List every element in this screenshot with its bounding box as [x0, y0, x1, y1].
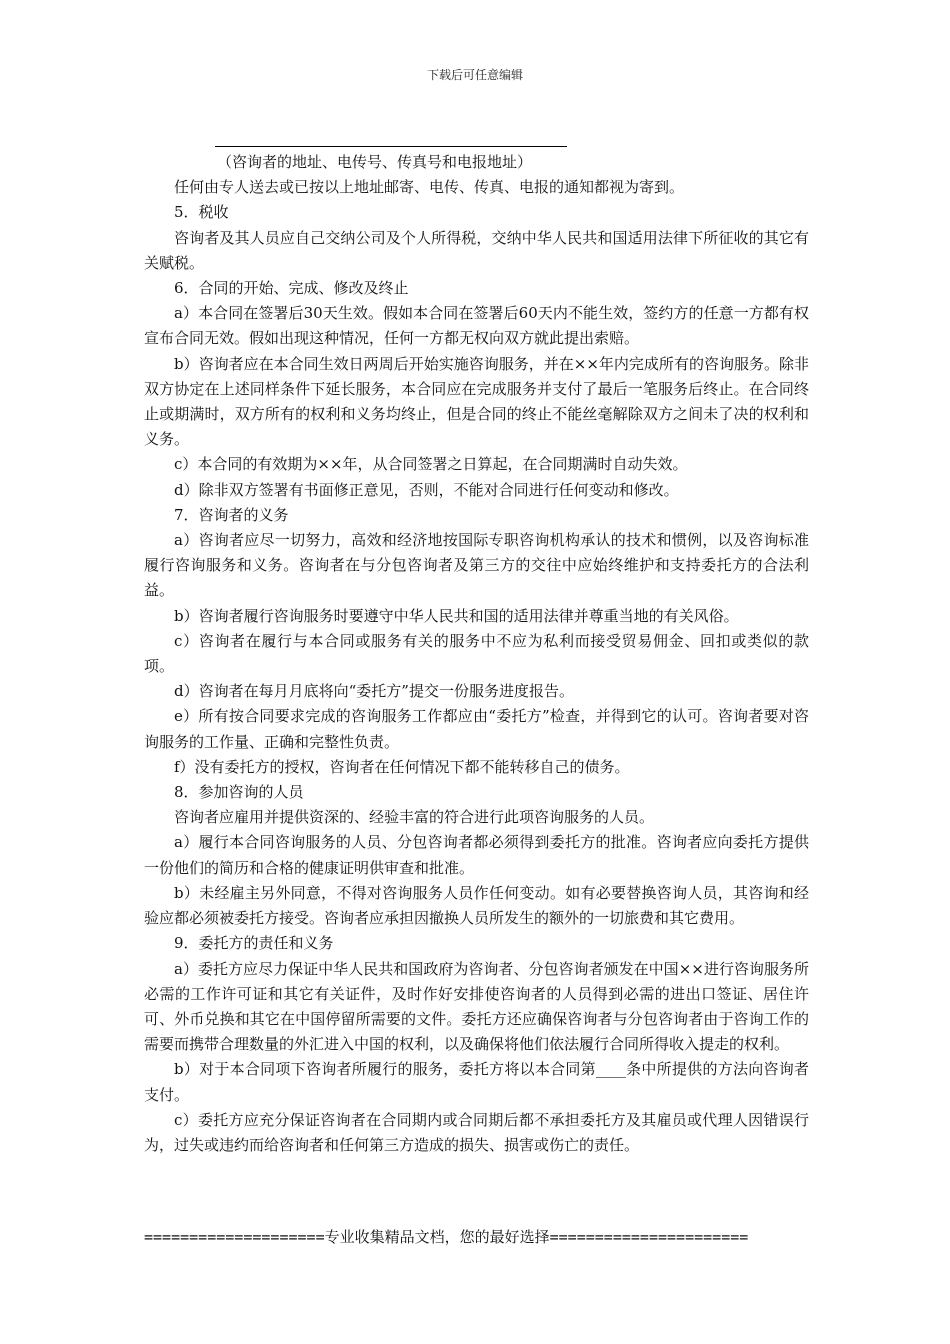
paragraph: a）本合同在签署后30天生效。假如本合同在签署后60天内不能生效，签约方的任意一方都有权宣布合同无效。假如出现这种情况，任何一方都无权向双方就此提出索赔。 — [144, 304, 809, 348]
paragraph: c）本合同的有效期为××年，从合同签署之日算起，在合同期满时自动失效。 — [174, 455, 688, 474]
paragraph: a）委托方应尽力保证中华人民共和国政府为咨询者、分包咨询者颁发在中国××进行咨询服务所必需的工作许可证和其它有关证件，及时作好安排使咨询者的人员得到必需的进出口签证、居住许可、外币兑换和其它在中国停留所需要的文件。委托方还应确保咨询者与分包咨询者由于咨询工作的需要而携带合理数量的外汇进入中国的权利，以及确保将他们依法履行合同所得收入提走的权利。 — [144, 959, 809, 1054]
paragraph: 咨询者及其人员应自己交纳公司及个人所得税，交纳中华人民共和国适用法律下所征收的其它有关赋税。 — [144, 228, 809, 272]
paragraph: c）咨询者在履行与本合同或服务有关的服务中不应为私利而接受贸易佣金、回扣或类似的款项。 — [144, 631, 809, 676]
address-caption: （咨询者的地址、电传号、传真号和电报地址） — [217, 153, 533, 171]
section-heading-tax: 5．税收 — [174, 203, 229, 222]
paragraph: b）咨询者应在本合同生效日两周后开始实施咨询服务，并在××年内完成所有的咨询服务。除非双方协定在上述同样条件下延长服务，本合同应在完成服务并支付了最后一笔服务后终止。在合同终止或期满时，双方所有的权利和义务均终止，但是合同的终止不能丝毫解除双方之间未了决的权利和义务。 — [144, 354, 809, 449]
page-header: 下载后可任意编辑 — [426, 68, 523, 82]
paragraph: b）未经雇主另外同意，不得对咨询服务人员作任何变动。如有必要替换咨询人员，其咨询和经验应都必须被委托方接受。咨询者应承担因撤换人员所发生的额外的一切旅费和其它费用。 — [144, 883, 809, 928]
paragraph: d）咨询者在每月月底将向“委托方”提交一份服务进度报告。 — [174, 682, 574, 701]
section-heading-term: 6．合同的开始、完成、修改及终止 — [174, 279, 409, 298]
paragraph: b）对于本合同项下咨询者所履行的服务，委托方将以本合同第____条中所提供的方法向咨询者支付。 — [144, 1060, 809, 1104]
address-blank-line — [215, 146, 567, 147]
document-body — [144, 150, 809, 1158]
page-footer: ====================专业收集精品文档，您的最好选择====================== — [144, 1228, 749, 1246]
section-heading-personnel: 8．参加咨询的人员 — [174, 783, 304, 802]
paragraph: d）除非双方签署有书面修正意见，否则，不能对合同进行任何变动和修改。 — [174, 480, 679, 499]
paragraph: c）委托方应充分保证咨询者在合同期内或合同期后都不承担委托方及其雇员或代理人因错误行为，过失或违约而给咨询者和任何第三方造成的损失、损害或伤亡的责任。 — [144, 1110, 809, 1154]
paragraph: f）没有委托方的授权，咨询者在任何情况下都不能转移自己的债务。 — [174, 757, 630, 776]
paragraph: a）履行本合同咨询服务的人员、分包咨询者都必须得到委托方的批准。咨询者应向委托方提供一份他们的简历和合格的健康证明供审查和批准。 — [144, 833, 809, 877]
paragraph: b）咨询者履行咨询服务时要遵守中华人民共和国的适用法律并尊重当地的有关风俗。 — [174, 606, 739, 625]
paragraph: a）咨询者应尽一切努力，高效和经济地按国际专职咨询机构承认的技术和惯例，以及咨询标准履行咨询服务和义务。咨询者在与分包咨询者及第三方的交往中应始终维护和支持委托方的合法利益。 — [144, 531, 809, 600]
section-heading-consultant-duties: 7．咨询者的义务 — [174, 505, 289, 524]
section-heading-client-duties: 9．委托方的责任和义务 — [174, 934, 334, 953]
paragraph: 咨询者应雇用并提供资深的、经验丰富的符合进行此项咨询服务的人员。 — [174, 808, 655, 827]
paragraph: e）所有按合同要求完成的咨询服务工作都应由“委托方”检查，并得到它的认可。咨询者要对咨询服务的工作量、正确和完整性负责。 — [144, 707, 809, 751]
paragraph: 任何由专人送去或已按以上地址邮寄、电传、传真、电报的通知都视为寄到。 — [174, 178, 685, 197]
